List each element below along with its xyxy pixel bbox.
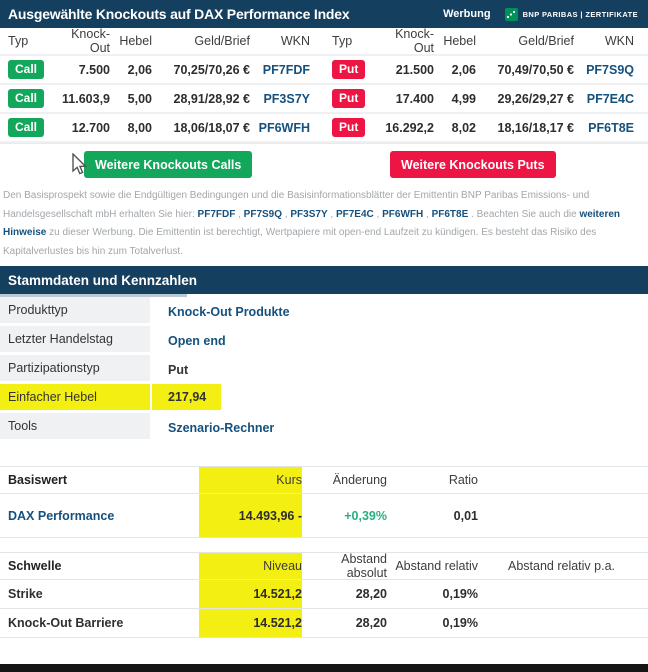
table-row xyxy=(324,56,648,85)
knockout-value: 12.700 xyxy=(71,120,110,135)
widget-header xyxy=(0,0,648,28)
more-puts-button[interactable]: Weitere Knockouts Puts xyxy=(390,151,556,178)
calls-table xyxy=(0,28,324,143)
stammdaten-row xyxy=(0,326,648,355)
wkn-link[interactable]: PF7FDF xyxy=(197,208,236,220)
put-badge[interactable]: Put xyxy=(332,89,365,108)
wkn-link[interactable]: PF6WFH xyxy=(258,120,310,135)
col-knockout: Knock-Out xyxy=(71,27,110,55)
abstand-absolut-value: 28,20 xyxy=(355,616,387,630)
col-knockout: Knock-Out xyxy=(395,27,434,55)
col-abstand-absolut: Abstand absolut xyxy=(341,552,387,580)
table-row xyxy=(0,85,324,114)
abstand-relativ-pa-value xyxy=(478,580,615,608)
row-label: Partizipationstyp xyxy=(0,355,150,381)
knockout-value: 11.603,9 xyxy=(62,91,110,106)
brand-name: BNP PARIBAS | ZERTIFIKATE xyxy=(522,9,638,19)
more-knockouts-row xyxy=(0,143,648,183)
weitere-hinweise-link[interactable]: weiteren Hinweise xyxy=(3,208,621,238)
hebel-value: 4,99 xyxy=(451,91,476,106)
handelstag-value[interactable]: Open end xyxy=(168,333,226,348)
stammdaten-rows xyxy=(0,297,648,442)
col-geldbrief: Geld/Brief xyxy=(518,34,574,48)
col-spacer xyxy=(478,467,615,493)
col-abstand-relativ-pa: Abstand relativ p.a. xyxy=(507,559,615,573)
stammdaten-row-highlighted xyxy=(0,384,648,413)
knockout-tables xyxy=(0,28,648,143)
row-label: Letzter Handelstag xyxy=(0,326,150,352)
ratio-value: 0,01 xyxy=(453,508,478,523)
col-typ: Typ xyxy=(332,34,353,48)
knockout-barriere-label: Knock-Out Barriere xyxy=(8,616,124,630)
wkn-link[interactable]: PF6T8E xyxy=(588,120,634,135)
col-kurs: Kurs xyxy=(199,467,302,493)
strike-label: Strike xyxy=(8,587,43,601)
row-label: Produkttyp xyxy=(0,297,150,323)
call-badge[interactable]: Call xyxy=(8,60,44,79)
stammdaten-row xyxy=(0,413,648,442)
col-wkn: WKN xyxy=(604,34,634,48)
geldbrief-value: 70,25/70,26 € xyxy=(173,62,250,77)
hebel-value: 5,00 xyxy=(127,91,152,106)
wkn-link[interactable]: PF3S7Y xyxy=(263,91,310,106)
change-value: +0,39% xyxy=(344,508,387,523)
table-row xyxy=(0,56,324,85)
bnp-paribas-icon xyxy=(505,8,518,21)
niveau-value: 14.521,2 xyxy=(199,580,302,608)
wkn-link[interactable]: PF7S9Q xyxy=(586,62,634,77)
wkn-link[interactable]: PF7S9Q xyxy=(243,208,283,220)
mouse-cursor xyxy=(70,153,88,177)
werbung-label: Werbung xyxy=(443,8,491,20)
put-badge[interactable]: Put xyxy=(332,118,365,137)
abstand-relativ-value: 0,19% xyxy=(442,587,478,601)
table-row xyxy=(324,114,648,143)
page-title: Ausgewählte Knockouts auf DAX Performance Index xyxy=(8,6,350,22)
call-badge[interactable]: Call xyxy=(8,118,44,137)
col-abstand-relativ: Abstand relativ xyxy=(395,559,478,573)
stammdaten-row xyxy=(0,355,648,384)
partizipationstyp-value: Put xyxy=(168,362,189,377)
call-badge[interactable]: Call xyxy=(8,89,44,108)
schwelle-table-header xyxy=(0,552,648,580)
row-label: Tools xyxy=(0,413,150,439)
col-geldbrief: Geld/Brief xyxy=(194,34,250,48)
abstand-absolut-value: 28,20 xyxy=(355,587,387,601)
col-hebel: Hebel xyxy=(443,34,476,48)
hebel-value: 2,06 xyxy=(127,62,152,77)
table-row xyxy=(0,494,648,538)
geldbrief-value: 18,06/18,07 € xyxy=(173,120,250,135)
wkn-link[interactable]: PF7E4C xyxy=(586,91,634,106)
puts-table xyxy=(324,28,648,143)
knockout-value: 16.292,2 xyxy=(385,120,434,135)
calls-table-header xyxy=(0,28,324,56)
empty-cell xyxy=(478,494,615,537)
knockout-value: 21.500 xyxy=(395,62,434,77)
col-niveau: Niveau xyxy=(199,553,302,579)
table-row xyxy=(0,609,648,638)
basiswert-table-header xyxy=(0,466,648,494)
stammdaten-section-header xyxy=(0,266,648,294)
col-basiswert: Basiswert xyxy=(8,473,68,487)
col-ratio: Ratio xyxy=(448,473,478,487)
knockout-value: 17.400 xyxy=(395,91,434,106)
disclaimer-segment: Den Basisprospekt sowie die Endgültigen Bedingungen und die Basisinformationsblätter der Emittentin BNP Paribas Emissions- und Handelsgesellschaft mbH erhalten Sie hier: xyxy=(3,190,590,220)
dax-performance-link[interactable]: DAX Performance xyxy=(8,508,115,523)
schwelle-table xyxy=(0,552,648,638)
hebel-value: 8,02 xyxy=(451,120,476,135)
col-typ: Typ xyxy=(8,34,29,48)
hebel-value: 8,00 xyxy=(127,120,152,135)
geldbrief-value: 18,16/18,17 € xyxy=(497,120,574,135)
col-aenderung: Änderung xyxy=(332,473,387,487)
more-calls-button[interactable]: Weitere Knockouts Calls xyxy=(84,151,252,178)
disclaimer-text: Den Basisprospekt sowie die Endgültigen Bedingungen und die Basisinformationsblätter der Emittentin BNP Paribas Emissions- und Handelsgesellschaft mbH erhalten Sie hier: PF7FDF , PF7S9Q , PF3S7Y , PF7E4C , PF6WFH , PF6T8E . Beachten Sie auch die weiteren Hinweise zu dieser Werbung. Die Emittentin ist berechtigt, Wertpapiere mit open-end Laufzeit zu kündigen. Es besteht das Risiko des Kapitalverlustes bis hin zum Totalverlust. xyxy=(3,190,621,257)
col-schwelle: Schwelle xyxy=(8,559,62,573)
wkn-link[interactable]: PF7FDF xyxy=(262,62,310,77)
abstand-relativ-pa-value xyxy=(478,609,615,637)
niveau-value: 14.521,2 xyxy=(199,609,302,637)
table-row xyxy=(324,85,648,114)
hebel-value: 217,94 xyxy=(152,384,221,410)
stammdaten-row xyxy=(0,297,648,326)
wkn-link[interactable]: PF6WFH xyxy=(382,208,424,220)
col-wkn: WKN xyxy=(280,34,310,48)
section-title: Stammdaten und Kennzahlen xyxy=(8,272,198,288)
geldbrief-value: 28,91/28,92 € xyxy=(173,91,250,106)
szenario-rechner-link[interactable]: Szenario-Rechner xyxy=(168,420,275,435)
table-row xyxy=(0,580,648,609)
geldbrief-value: 29,26/29,27 € xyxy=(497,91,574,106)
wkn-link[interactable]: PF3S7Y xyxy=(290,208,328,220)
knockout-value: 7.500 xyxy=(78,62,110,77)
row-label: Einfacher Hebel xyxy=(0,384,150,410)
table-row xyxy=(0,114,324,143)
produkttyp-value[interactable]: Knock-Out Produkte xyxy=(168,304,290,319)
kurs-value: 14.493,96 - xyxy=(199,494,302,537)
basiswert-table xyxy=(0,466,648,538)
bottom-divider-bar xyxy=(0,664,648,672)
wkn-link[interactable]: PF7E4C xyxy=(335,208,374,220)
brand-logo xyxy=(505,8,638,21)
puts-table-header xyxy=(324,28,648,56)
col-hebel: Hebel xyxy=(119,34,152,48)
hebel-value: 2,06 xyxy=(451,62,476,77)
wkn-link[interactable]: PF6T8E xyxy=(431,208,469,220)
put-badge[interactable]: Put xyxy=(332,60,365,79)
abstand-relativ-value: 0,19% xyxy=(442,616,478,630)
geldbrief-value: 70,49/70,50 € xyxy=(497,62,574,77)
